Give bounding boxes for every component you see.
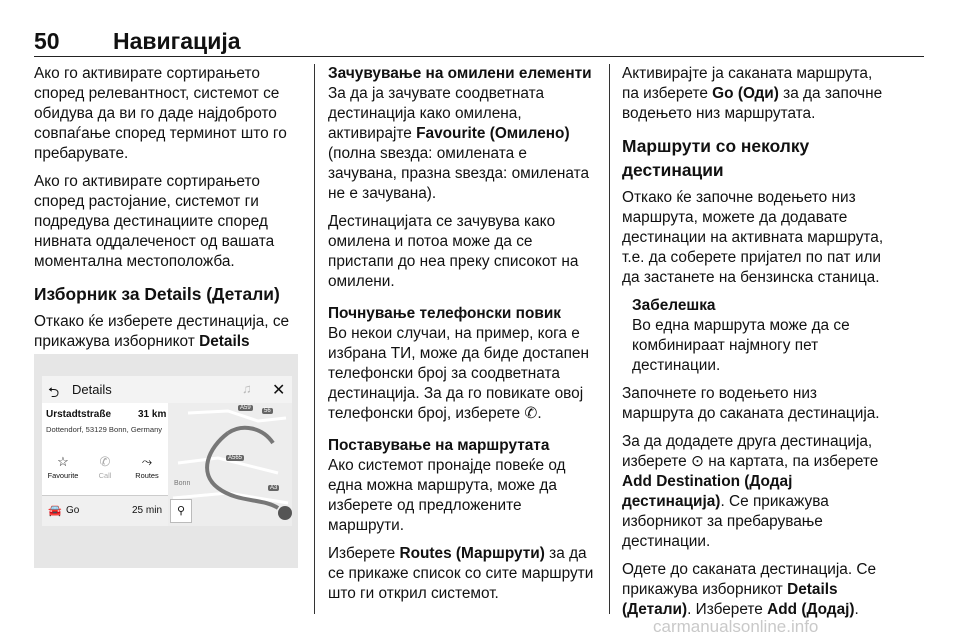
paragraph: Ако го активирате сортирањето според релевантност, системот се обидува да ви го даде најдоброто совпаѓање според терминот што го пребарувате. — [34, 65, 287, 162]
paragraph: Започнете го водењето низ маршрута до саканата дестинација. — [622, 385, 880, 422]
column-divider-1 — [314, 64, 315, 614]
road-badge: A3 — [270, 485, 278, 491]
column-3 — [622, 64, 890, 628]
paragraph: Ако го активирате сортирањето според растојание, системот ги подредува дестинациите според нивната оддалеченост од вашата моментална местоположба. — [34, 173, 275, 270]
header-rule — [34, 56, 924, 57]
distance: 31 km — [138, 409, 167, 420]
road-badge: A59 — [240, 405, 251, 411]
screen-title-bar — [42, 376, 292, 404]
paragraph: Откако ќе започне водењето низ маршрута, можете да додавате дестинации на активната маршрута, т.е. да соберете пријател по пат или да застанете на бензинска станица. — [622, 189, 884, 286]
action-row — [42, 451, 168, 496]
paragraph: Ако системот пронајде повеќе од една можна маршрута, може да изберете од предложените маршрути. — [328, 457, 566, 534]
subheading: Поставување на маршрутата — [328, 437, 550, 454]
paragraph: Во некои случаи, на пример, кога е избрана ТИ, може да биде достапен телефонски број за соодветната дестинација. За да го повикате овој телефонски број, изберете ✆. — [328, 325, 589, 422]
destination-info — [42, 403, 168, 452]
map-city-label: Bonn — [174, 480, 191, 487]
favourite-button[interactable]: ☆ Favourite — [42, 453, 84, 480]
paragraph: За да додадете друга дестинација, изберете ⊙ на картата, па изберете Add Destination (Додај дестинација). Се прикажува изборникот за пребарување дестинации. — [622, 433, 879, 550]
close-icon[interactable]: ✕ — [272, 382, 286, 399]
paragraph: Активирајте ја саканата маршрута, па изберете Go (Оди) за да започне водењето низ маршрутата. — [622, 65, 883, 122]
column-divider-2 — [609, 64, 610, 614]
paragraph: Изберете Routes (Маршрути) за да се прикаже список со сите маршрути што ги открил системот. — [328, 545, 594, 602]
star-icon: ☆ — [57, 454, 69, 469]
paragraph: Одете до саканата дестинација. Се прикажува изборникот Details (Детали). Изберете Add (Додај). — [622, 561, 877, 618]
column-1 — [34, 64, 300, 380]
column-2 — [328, 64, 596, 612]
note-text: Во една маршрута може да се комбинираат најмногу пет дестинации. — [632, 317, 850, 374]
note-title: Забелешка — [632, 297, 716, 314]
paragraph: Дестинацијата се зачувува како омилена и потоа може да се пристапи до неа преку списокот на омилени. — [328, 213, 579, 290]
section-heading: Маршрути со неколку дестинации — [622, 136, 810, 180]
address: Dottendorf, 53129 Bonn, Germany — [46, 425, 163, 434]
note-box — [622, 296, 890, 376]
street-name: Urstadtstraße — [46, 409, 112, 420]
screen-title: Details — [72, 382, 112, 397]
details-screen — [42, 376, 292, 526]
routes-button[interactable]: ⤳ Routes — [126, 453, 168, 480]
paragraph: За да ја зачувате соодветната дестинација како омилена, активирајте Favourite (Омилено) (полна ѕвезда: омилената е зачувана, празна ѕвезда: омилената не е зачувана). — [328, 85, 590, 202]
play-icon[interactable] — [278, 506, 292, 520]
section-heading: Изборник за Details (Детали) — [34, 284, 280, 304]
page-title: Навигација — [113, 28, 241, 54]
details-screenshot — [34, 354, 298, 568]
car-icon: 🚘 — [48, 505, 62, 517]
phone-icon: ✆ — [524, 405, 538, 422]
road-badge: A565 — [228, 455, 243, 461]
map-target-icon: ⊙ — [691, 453, 704, 470]
paragraph: Откако ќе изберете дестинација, се прикажува изборникот Details — [34, 313, 290, 350]
subheading: Зачувување на омилени елементи — [328, 65, 592, 82]
routes-icon: ⤳ — [141, 454, 153, 469]
road-badge: 56 — [264, 408, 271, 414]
back-icon[interactable]: ⮌ — [48, 384, 60, 400]
music-icon: ♫ — [242, 381, 252, 396]
subheading: Почнување телефонски повик — [328, 305, 561, 322]
phone-icon: ✆ — [99, 454, 111, 469]
page-number: 50 — [34, 28, 60, 54]
watermark: carmanualsonline.info — [653, 617, 819, 636]
location-pin-icon[interactable]: ⚲ — [170, 499, 192, 523]
call-button[interactable]: ✆ Call — [84, 453, 126, 480]
go-button[interactable]: 🚘 Go 25 min — [42, 496, 168, 526]
